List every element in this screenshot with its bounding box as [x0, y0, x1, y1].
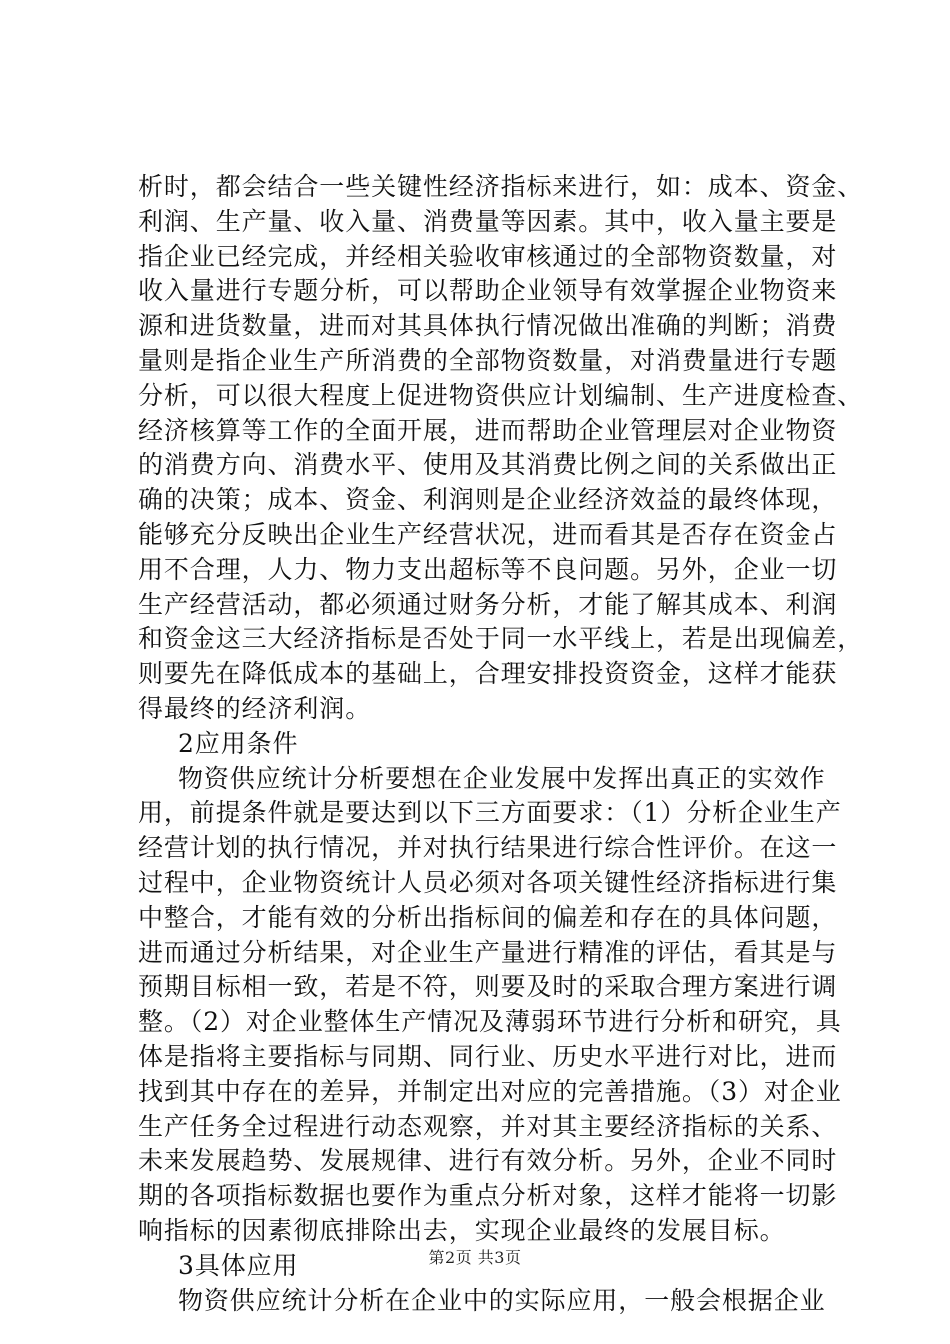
text-line: 找到其中存在的差异，并制定出对应的完善措施。（3）对企业	[138, 1076, 842, 1106]
text-line: 中整合，才能有效的分析出指标间的偏差和存在的具体问题，	[138, 902, 838, 932]
text-line: 整。（2）对企业整体生产情况及薄弱环节进行分析和研究，具	[138, 1007, 842, 1037]
text-line: 用，前提条件就是要达到以下三方面要求：（1）分析企业生产	[138, 798, 842, 828]
section-heading: 3具体应用	[178, 1250, 299, 1280]
text-line: 确的决策；成本、资金、利润则是企业经济效益的最终体现，	[138, 485, 838, 515]
text-line: 析时，都会结合一些关键性经济指标来进行，如：成本、资金、	[138, 172, 864, 201]
text-line: 和资金这三大经济指标是否处于同一水平线上，若是出现偏差，	[138, 624, 864, 654]
text-line: 收入量进行专题分析，可以帮助企业领导有效掌握企业物资来	[138, 276, 838, 306]
text-line: 生产经营活动，都必须通过财务分析，才能了解其成本、利润	[138, 589, 838, 619]
text-line: 未来发展趋势、发展规律、进行有效分析。另外，企业不同时	[138, 1146, 838, 1176]
paragraph-start-line: 物资供应统计分析要想在企业发展中发挥出真正的实效作	[178, 763, 826, 793]
text-line: 体是指将主要指标与同期、同行业、历史水平进行对比，进而	[138, 1041, 838, 1071]
text-line: 指企业已经完成，并经相关验收审核通过的全部物资数量，对	[138, 241, 838, 271]
text-line: 用不合理，人力、物力支出超标等不良问题。另外，企业一切	[138, 554, 838, 584]
text-line: 预期目标相一致，若是不符，则要及时的采取合理方案进行调	[138, 972, 838, 1002]
text-line: 得最终的经济利润。	[138, 693, 372, 723]
body-text	[138, 170, 864, 1318]
text-line: 进而通过分析结果，对企业生产量进行精准的评估，看其是与	[138, 937, 838, 967]
text-line: 生产任务全过程进行动态观察，并对其主要经济指标的关系、	[138, 1111, 838, 1141]
text-line: 则要先在降低成本的基础上，合理安排投资资金，这样才能获	[138, 659, 838, 689]
text-line: 响指标的因素彻底排除出去，实现企业最终的发展目标。	[138, 1215, 786, 1245]
section-heading: 2应用条件	[178, 728, 299, 758]
text-line: 过程中，企业物资统计人员必须对各项关键性经济指标进行集	[138, 867, 838, 897]
text-line: 经济核算等工作的全面开展，进而帮助企业管理层对企业物资	[138, 415, 838, 445]
page-footer: 第2页 共3页	[428, 1248, 522, 1267]
text-line: 量则是指企业生产所消费的全部物资数量，对消费量进行专题	[138, 345, 838, 375]
text-line: 利润、生产量、收入量、消费量等因素。其中，收入量主要是	[138, 206, 838, 236]
text-line: 源和进货数量，进而对其具体执行情况做出准确的判断；消费	[138, 311, 838, 341]
text-line: 经营计划的执行情况，并对执行结果进行综合性评价。在这一	[138, 833, 838, 863]
text-line: 分析，可以很大程度上促进物资供应计划编制、生产进度检查、	[138, 380, 864, 410]
text-line: 能够充分反映出企业生产经营状况，进而看其是否存在资金占	[138, 519, 838, 549]
text-line: 的消费方向、消费水平、使用及其消费比例之间的关系做出正	[138, 450, 838, 480]
text-line: 期的各项指标数据也要作为重点分析对象，这样才能将一切影	[138, 1181, 838, 1211]
paragraph-start-line: 物资供应统计分析在企业中的实际应用，一般会根据企业	[178, 1285, 826, 1315]
